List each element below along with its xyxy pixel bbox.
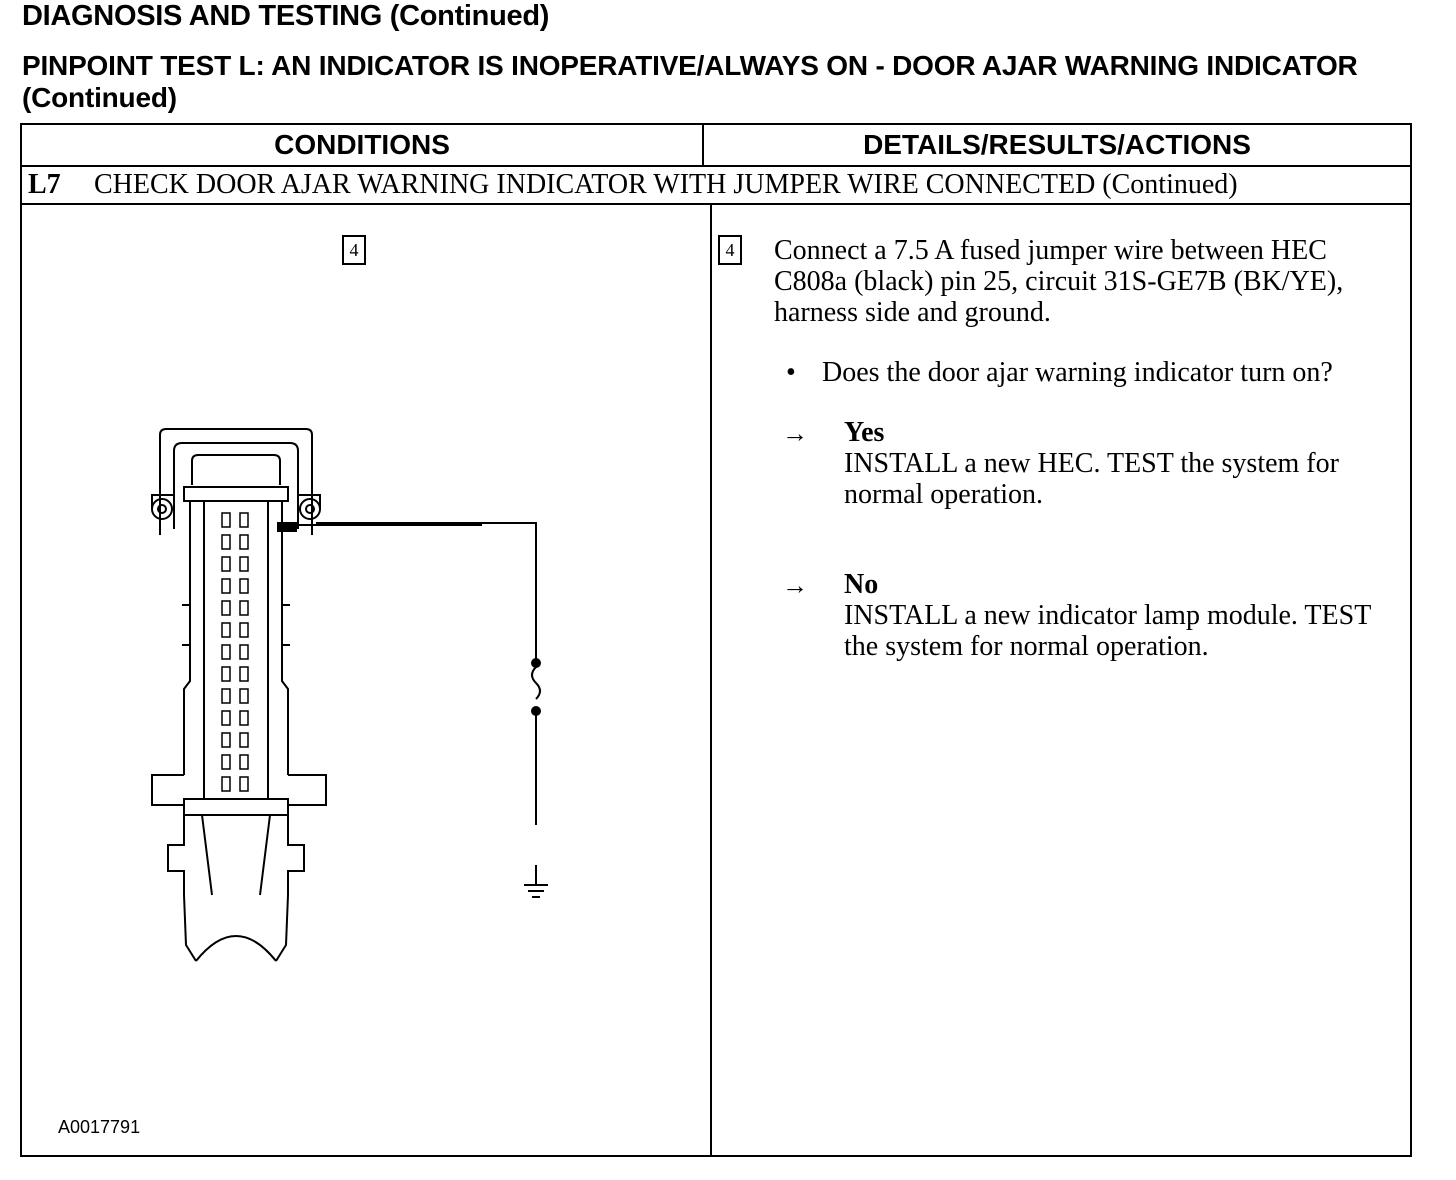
instruction-text: Connect a 7.5 A fused jumper wire between HEC C808a (black) pin 25, circuit 31S-GE7B (BK/YE), harness side and ground.	[774, 235, 1344, 328]
question-text: Does the door ajar warning indicator turn on?	[822, 357, 1333, 388]
ground-icon	[520, 865, 560, 905]
no-label: No	[844, 569, 879, 600]
no-result	[844, 569, 1404, 662]
yes-result	[844, 417, 1404, 510]
figure-id: A0017791	[58, 1117, 141, 1137]
conditions-step-box: 4	[342, 235, 366, 265]
step-title: CHECK DOOR AJAR WARNING INDICATOR WITH JUMPER WIRE CONNECTED (Continued)	[94, 169, 1238, 200]
conditions-header: CONDITIONS	[22, 125, 704, 167]
page-title: DIAGNOSIS AND TESTING (Continued)	[22, 0, 550, 32]
yes-label: Yes	[844, 417, 885, 448]
step-id: L7	[28, 169, 61, 200]
jumper-wire-with-fuse	[22, 125, 722, 825]
no-action: INSTALL a new indicator lamp module. TEST the system for normal operation.	[844, 600, 1371, 662]
details-header: DETAILS/RESULTS/ACTIONS	[704, 125, 1410, 167]
details-step-box: 4	[718, 235, 742, 265]
test-table	[20, 123, 1412, 1157]
yes-action: INSTALL a new HEC. TEST the system for normal operation.	[844, 448, 1339, 510]
no-arrow-icon: →	[782, 571, 808, 600]
bullet-glyph: •	[786, 357, 796, 388]
pinpoint-test-title: PINPOINT TEST L: AN INDICATOR IS INOPERATIVE/ALWAYS ON - DOOR AJAR WARNING INDICATOR (Continued)	[22, 50, 1358, 113]
yes-arrow-icon: →	[782, 419, 808, 448]
